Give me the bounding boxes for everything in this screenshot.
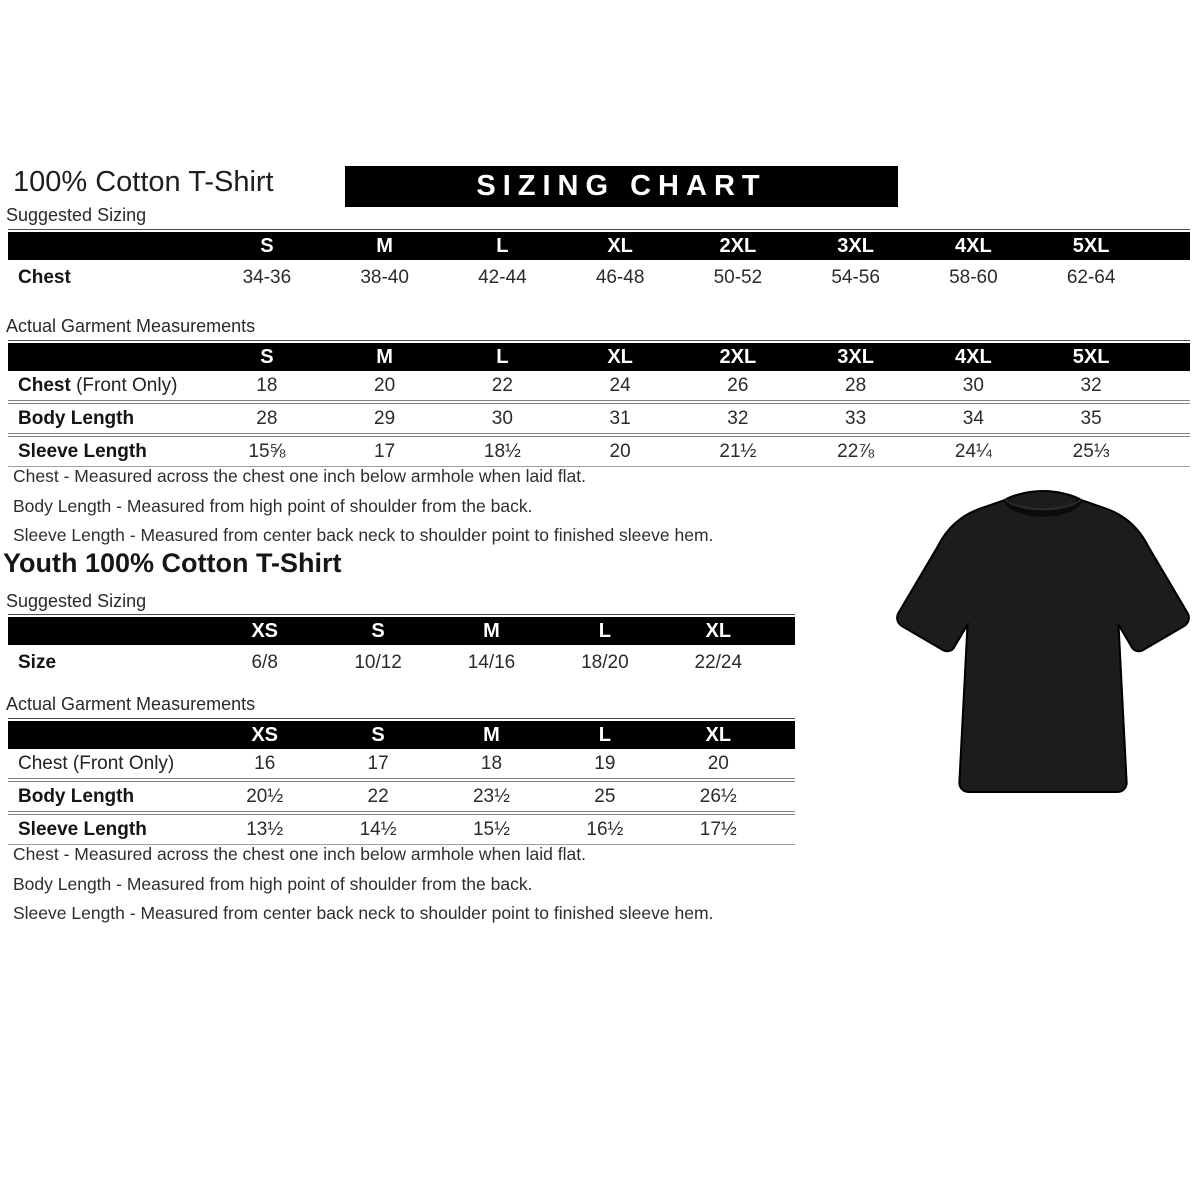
measurement-cell: 14/16 bbox=[467, 652, 516, 673]
table-row bbox=[8, 260, 1190, 296]
size-col-header: S bbox=[208, 232, 326, 260]
header-spacer bbox=[8, 721, 208, 749]
header-spacer bbox=[775, 721, 795, 749]
measurement-cell: 23½ bbox=[435, 780, 548, 813]
measurement-cell: 34 bbox=[915, 402, 1033, 435]
measurement-cell: 17½ bbox=[662, 813, 775, 845]
measurement-cell: 15½ bbox=[435, 813, 548, 845]
table-row bbox=[8, 645, 795, 681]
size-col-header: 4XL bbox=[915, 343, 1033, 371]
adult-suggested-sizing-table bbox=[8, 232, 1190, 296]
measurement-cell: 17 bbox=[367, 752, 389, 774]
sizing-chart-banner: SIZING CHART bbox=[345, 166, 898, 207]
header-spacer bbox=[8, 232, 208, 260]
size-col-header: S bbox=[321, 617, 434, 645]
measurement-cell: 22 bbox=[321, 780, 434, 813]
size-col-header: L bbox=[444, 343, 562, 371]
measurement-cell: 22/24 bbox=[694, 652, 743, 673]
measurement-cell: 46-48 bbox=[595, 267, 645, 288]
measurement-cell: 18 bbox=[480, 752, 503, 774]
adult-actual-measurements-table bbox=[8, 343, 1190, 467]
measurement-cell: 31 bbox=[561, 402, 679, 435]
measurement-cell: 13½ bbox=[208, 813, 321, 845]
size-col-header: 3XL bbox=[797, 343, 915, 371]
measurement-cell: 20 bbox=[374, 374, 396, 396]
measurement-cell: 32 bbox=[679, 402, 797, 435]
note-line: Chest - Measured across the chest one inch below armhole when laid flat. bbox=[13, 844, 586, 864]
table-row bbox=[8, 780, 795, 813]
measurement-cell: 18 bbox=[256, 374, 278, 396]
spacer-cell bbox=[1150, 260, 1190, 296]
size-col-header: L bbox=[548, 617, 661, 645]
measurement-cell: 18½ bbox=[444, 435, 562, 467]
measurement-cell: 16 bbox=[254, 752, 276, 774]
measurement-cell: 17 bbox=[326, 435, 444, 467]
measurement-cell: 19 bbox=[594, 752, 616, 774]
table-header-row bbox=[8, 721, 795, 749]
size-col-header: 5XL bbox=[1032, 232, 1150, 260]
table-header-row bbox=[8, 343, 1190, 371]
note-line: Sleeve Length - Measured from center back neck to shoulder point to finished sleeve hem. bbox=[13, 903, 714, 923]
youth-section-title: Youth 100% Cotton T-Shirt bbox=[3, 548, 342, 578]
measurement-cell: 32 bbox=[1080, 374, 1102, 396]
measurement-cell: 50-52 bbox=[713, 267, 763, 288]
youth-actual-measurements-table-wrap bbox=[8, 718, 795, 845]
spacer-cell bbox=[775, 645, 795, 681]
table-header-row bbox=[8, 232, 1190, 260]
measurement-cell: 20½ bbox=[208, 780, 321, 813]
size-col-header: XS bbox=[208, 617, 321, 645]
row-label: Chest bbox=[18, 267, 71, 288]
header-spacer bbox=[8, 617, 208, 645]
measurement-cell: 24 bbox=[609, 374, 631, 396]
row-label: Size bbox=[18, 652, 57, 673]
row-label: Body Length bbox=[8, 402, 208, 435]
size-col-header: S bbox=[208, 343, 326, 371]
adult-suggested-sizing-table-wrap bbox=[8, 229, 1190, 296]
spacer-cell bbox=[775, 780, 795, 813]
size-col-header: M bbox=[326, 343, 444, 371]
row-label: Sleeve Length bbox=[8, 813, 208, 845]
note-line: Chest - Measured across the chest one inch below armhole when laid flat. bbox=[13, 466, 586, 486]
measurement-cell: 34-36 bbox=[242, 267, 292, 288]
measurement-cell: 14½ bbox=[321, 813, 434, 845]
spacer-cell bbox=[1150, 435, 1190, 467]
spacer-cell bbox=[775, 813, 795, 845]
spacer-cell bbox=[775, 749, 795, 780]
size-col-header: XL bbox=[561, 232, 679, 260]
measurement-cell: 25⅓ bbox=[1032, 435, 1150, 467]
measurement-cell: 33 bbox=[797, 402, 915, 435]
youth-actual-measurements-table bbox=[8, 721, 795, 845]
size-col-header: 2XL bbox=[679, 343, 797, 371]
measurement-cell: 15⅝ bbox=[208, 435, 326, 467]
size-col-header: M bbox=[435, 721, 548, 749]
youth-suggested-sizing-label: Suggested Sizing bbox=[6, 591, 147, 611]
measurement-cell: 26½ bbox=[662, 780, 775, 813]
measurement-cell: 18/20 bbox=[581, 652, 629, 673]
size-col-header: 4XL bbox=[915, 232, 1033, 260]
row-label: Body Length bbox=[8, 780, 208, 813]
row-label: Sleeve Length bbox=[8, 435, 208, 467]
header-spacer bbox=[8, 343, 208, 371]
size-col-header: 3XL bbox=[797, 232, 915, 260]
row-label: Chest (Front Only) bbox=[18, 374, 178, 396]
youth-suggested-sizing-table bbox=[8, 617, 795, 681]
page-title: 100% Cotton T-Shirt bbox=[13, 166, 274, 198]
size-col-header: XS bbox=[208, 721, 321, 749]
measurement-cell: 21½ bbox=[679, 435, 797, 467]
measurement-cell: 20 bbox=[561, 435, 679, 467]
measurement-cell: 35 bbox=[1032, 402, 1150, 435]
size-col-header: S bbox=[321, 721, 434, 749]
note-line: Body Length - Measured from high point of shoulder from the back. bbox=[13, 873, 533, 894]
spacer-cell bbox=[1150, 402, 1190, 435]
table-row bbox=[8, 371, 1190, 402]
size-col-header: L bbox=[444, 232, 562, 260]
spacer-cell bbox=[1150, 371, 1190, 402]
measurement-cell: 38-40 bbox=[360, 267, 409, 288]
row-label: Chest (Front Only) bbox=[18, 752, 175, 774]
measurement-cell: 22 bbox=[491, 374, 513, 396]
measurement-cell: 58-60 bbox=[949, 267, 998, 288]
size-col-header: XL bbox=[662, 617, 775, 645]
measurement-cell: 28 bbox=[845, 374, 867, 396]
size-col-header: 5XL bbox=[1032, 343, 1150, 371]
size-col-header: M bbox=[326, 232, 444, 260]
measurement-cell: 29 bbox=[326, 402, 444, 435]
adult-suggested-sizing-label: Suggested Sizing bbox=[6, 205, 147, 225]
note-line: Sleeve Length - Measured from center back neck to shoulder point to finished sleeve hem. bbox=[13, 525, 714, 545]
measurement-cell: 10/12 bbox=[354, 652, 402, 673]
measurement-cell: 20 bbox=[707, 752, 729, 774]
measurement-cell: 16½ bbox=[548, 813, 661, 845]
youth-suggested-sizing-table-wrap bbox=[8, 614, 795, 681]
black-tshirt-image bbox=[890, 477, 1196, 807]
size-col-header: 2XL bbox=[679, 232, 797, 260]
table-header-row bbox=[8, 617, 795, 645]
measurement-cell: 22⅞ bbox=[797, 435, 915, 467]
youth-actual-measurements-label: Actual Garment Measurements bbox=[6, 694, 256, 714]
measurement-cell: 30 bbox=[444, 402, 562, 435]
table-row bbox=[8, 749, 795, 780]
size-col-header: M bbox=[435, 617, 548, 645]
measurement-cell: 30 bbox=[962, 374, 984, 396]
adult-actual-measurements-label: Actual Garment Measurements bbox=[6, 316, 256, 336]
table-row bbox=[8, 402, 1190, 435]
measurement-cell: 28 bbox=[208, 402, 326, 435]
measurement-cell: 26 bbox=[727, 374, 749, 396]
measurement-cell: 54-56 bbox=[831, 267, 880, 288]
header-spacer bbox=[775, 617, 795, 645]
measurement-cell: 62-64 bbox=[1066, 267, 1116, 288]
measurement-cell: 42-44 bbox=[478, 267, 527, 288]
measurement-cell: 25 bbox=[548, 780, 661, 813]
header-spacer bbox=[1150, 232, 1190, 260]
size-col-header: XL bbox=[662, 721, 775, 749]
youth-measurement-notes bbox=[13, 840, 713, 929]
header-spacer bbox=[1150, 343, 1190, 371]
adult-actual-measurements-table-wrap bbox=[8, 340, 1190, 467]
measurement-cell: 6/8 bbox=[251, 652, 278, 673]
size-col-header: XL bbox=[561, 343, 679, 371]
tshirt-graphic bbox=[890, 477, 1196, 807]
note-line: Body Length - Measured from high point of shoulder from the back. bbox=[13, 495, 533, 516]
adult-measurement-notes bbox=[13, 462, 713, 551]
measurement-cell: 24¼ bbox=[915, 435, 1033, 467]
size-col-header: L bbox=[548, 721, 661, 749]
